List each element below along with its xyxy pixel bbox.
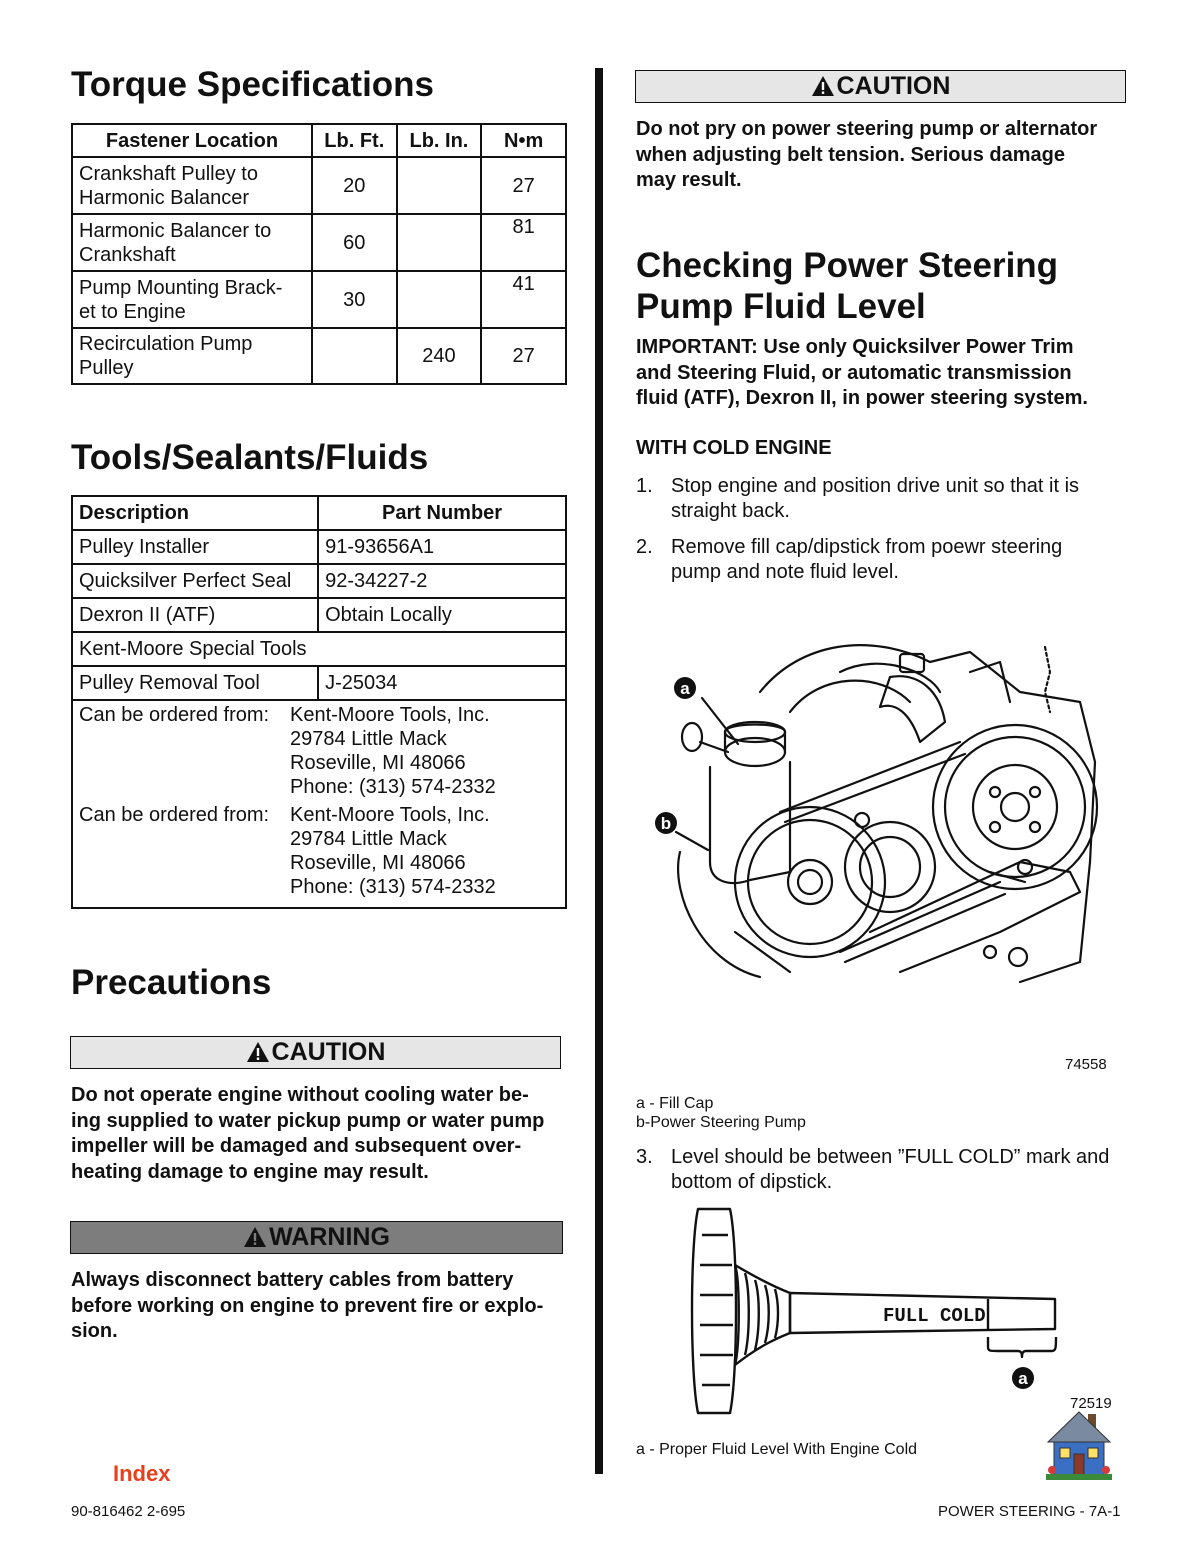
caution-line: Do not operate engine without cooling water be-: [71, 1084, 529, 1106]
fastener-location: Recirculation Pump: [79, 333, 253, 355]
tool-description: Pulley Removal Tool: [72, 666, 318, 700]
caution-line: impeller will be damaged and subsequent over-: [71, 1135, 522, 1157]
lb-ft-value: [312, 328, 397, 384]
column-header: Fastener Location: [72, 124, 312, 157]
warning-label: WARNING: [269, 1223, 390, 1251]
step-line: Level should be between ”FULL COLD” mark and: [671, 1146, 1110, 1168]
important-line: fluid (ATF), Dexron II, in power steering system.: [636, 387, 1088, 409]
figure-number: 74558: [1065, 1056, 1107, 1073]
caution-banner: [70, 1036, 561, 1069]
caution-line: when adjusting belt tension. Serious damage: [636, 143, 1065, 166]
figure-legend: a - Proper Fluid Level With Engine Cold: [636, 1441, 918, 1458]
table-row: [72, 666, 566, 700]
warning-triangle-icon: [811, 75, 835, 97]
dipstick-illustration: [680, 1205, 1080, 1420]
nm-value: 27: [481, 157, 566, 214]
important-note: [636, 335, 1130, 412]
order-address: [290, 703, 496, 799]
torque-table: [71, 123, 567, 385]
full-cold-mark: FULL COLD: [883, 1305, 986, 1327]
power-steering-pump-illustration: [640, 632, 1100, 992]
caution-line: Do not pry on power steering pump or alternator: [636, 118, 1098, 140]
special-tools-heading: Kent-Moore Special Tools: [72, 632, 566, 666]
order-label: Can be ordered from:: [79, 704, 270, 726]
warning-triangle-icon: [246, 1041, 270, 1063]
checking-power-steering-title: [636, 245, 1058, 327]
nm-value: 81: [481, 214, 566, 271]
table-row: [72, 700, 566, 908]
warning-banner: [70, 1221, 563, 1254]
step-text: [671, 535, 1130, 584]
order-info-block: [79, 803, 559, 903]
part-number: 92-34227-2: [318, 564, 566, 598]
fastener-location: Harmonic Balancer: [79, 186, 250, 209]
step-number: 2.: [636, 536, 653, 558]
title-line: Pump Fluid Level: [636, 287, 926, 326]
part-number: Obtain Locally: [318, 598, 566, 632]
callout-a-label: a: [1018, 1369, 1028, 1388]
column-header: N•m: [481, 124, 566, 157]
order-address: [290, 803, 496, 899]
order-line: Phone: (313) 574-2332: [290, 876, 496, 898]
title-line: Checking Power Steering: [636, 246, 1059, 285]
callout-b-icon: [655, 812, 677, 834]
lb-ft-value: 60: [312, 214, 397, 271]
order-line: Kent-Moore Tools, Inc.: [290, 804, 490, 826]
step-number: 1.: [636, 475, 653, 497]
caution-text: [71, 1083, 565, 1185]
warning-line: sion.: [71, 1320, 118, 1342]
tool-description: Quicksilver Perfect Seal: [72, 564, 318, 598]
lb-in-value: [397, 271, 482, 328]
figure-legend: [636, 1094, 806, 1132]
nm-value: 27: [481, 328, 566, 384]
column-header: Description: [72, 496, 318, 530]
important-line: and Steering Fluid, or automatic transmission: [636, 361, 1072, 384]
lb-ft-value: 20: [312, 157, 397, 214]
table-row: [72, 530, 566, 564]
caution-label: CAUTION: [271, 1038, 386, 1066]
order-line: Phone: (313) 574-2332: [290, 776, 496, 798]
table-row: [72, 564, 566, 598]
order-info-block: [79, 703, 559, 803]
step-line: Stop engine and position drive unit so that it is: [671, 475, 1080, 497]
fastener-location: Pump Mounting Brack-: [79, 276, 283, 299]
caution-line: ing supplied to water pickup pump or water pump: [71, 1109, 545, 1132]
order-label: Can be ordered from:: [79, 804, 270, 826]
figure-number: 72519: [1070, 1395, 1112, 1412]
fastener-location: Crankshaft Pulley to: [79, 162, 258, 185]
callout-b-label: b: [660, 814, 672, 833]
order-line: Roseville, MI 48066: [290, 752, 466, 774]
warning-line: Always disconnect battery cables from battery: [71, 1269, 514, 1291]
index-link[interactable]: Index: [113, 1461, 171, 1486]
order-info-cell: [72, 700, 566, 908]
nm-value: 41: [481, 271, 566, 328]
step-line: bottom of dipstick.: [671, 1170, 833, 1193]
tool-description: Pulley Installer: [72, 530, 318, 564]
callout-a-label: a: [680, 679, 690, 698]
legend-line: a - Fill Cap: [636, 1095, 714, 1112]
step-number: 3.: [636, 1146, 653, 1168]
table-row: [72, 157, 566, 214]
torque-specifications-title: Torque Specifications: [71, 65, 435, 104]
with-cold-engine-subheading: WITH COLD ENGINE: [636, 437, 832, 459]
fastener-location: Harmonic Balancer to: [79, 219, 272, 242]
caution-label: CAUTION: [836, 72, 951, 100]
important-line: IMPORTANT: Use only Quicksilver Power Trim: [636, 336, 1074, 358]
order-line: 29784 Little Mack: [290, 728, 447, 750]
caution-text: [636, 117, 1130, 194]
legend-line: b-Power Steering Pump: [636, 1114, 806, 1131]
home-icon[interactable]: [1046, 1408, 1112, 1480]
order-line: Roseville, MI 48066: [290, 852, 466, 874]
warning-line: before working on engine to prevent fire or explo-: [71, 1294, 544, 1317]
table-row: [72, 214, 566, 271]
step-text: [671, 1145, 1130, 1194]
part-number: 91-93656A1: [318, 530, 566, 564]
column-header: Lb. In.: [397, 124, 482, 157]
column-header: Lb. Ft.: [312, 124, 397, 157]
fastener-location: Pulley: [79, 357, 134, 379]
order-line: Kent-Moore Tools, Inc.: [290, 704, 490, 726]
tools-table: [71, 495, 567, 909]
tool-description: Dexron II (ATF): [72, 598, 318, 632]
step-item: [636, 1145, 1130, 1194]
caution-line: heating damage to engine may result.: [71, 1160, 429, 1183]
column-divider: [595, 68, 603, 1474]
step-line: pump and note fluid level.: [671, 560, 899, 583]
table-row: [72, 328, 566, 384]
column-header: Part Number: [318, 496, 566, 530]
step-text: [671, 474, 1130, 523]
step-item: [636, 474, 1130, 523]
step-item: [636, 535, 1130, 584]
caution-banner: [635, 70, 1126, 103]
lb-ft-value: 30: [312, 271, 397, 328]
lb-in-value: [397, 157, 482, 214]
fastener-location: et to Engine: [79, 300, 186, 323]
table-row: [72, 632, 566, 666]
callout-a-icon: [674, 677, 696, 699]
order-line: 29784 Little Mack: [290, 828, 447, 850]
table-row: [72, 598, 566, 632]
footer-doc-number: 90-816462 2-695: [71, 1503, 186, 1520]
footer-page-label: POWER STEERING - 7A-1: [938, 1503, 1121, 1520]
caution-line: may result.: [636, 169, 742, 191]
precautions-title: Precautions: [71, 963, 272, 1002]
part-number: J-25034: [318, 666, 566, 700]
callout-a-icon: [1012, 1367, 1034, 1389]
warning-triangle-icon: [243, 1226, 267, 1248]
table-row: [72, 271, 566, 328]
tools-sealants-fluids-title: Tools/Sealants/Fluids: [71, 438, 429, 477]
step-line: straight back.: [671, 499, 790, 522]
lb-in-value: 240: [397, 328, 482, 384]
fastener-location: Crankshaft: [79, 243, 176, 266]
warning-text: [71, 1268, 565, 1345]
step-line: Remove fill cap/dipstick from poewr steering: [671, 536, 1063, 558]
lb-in-value: [397, 214, 482, 271]
